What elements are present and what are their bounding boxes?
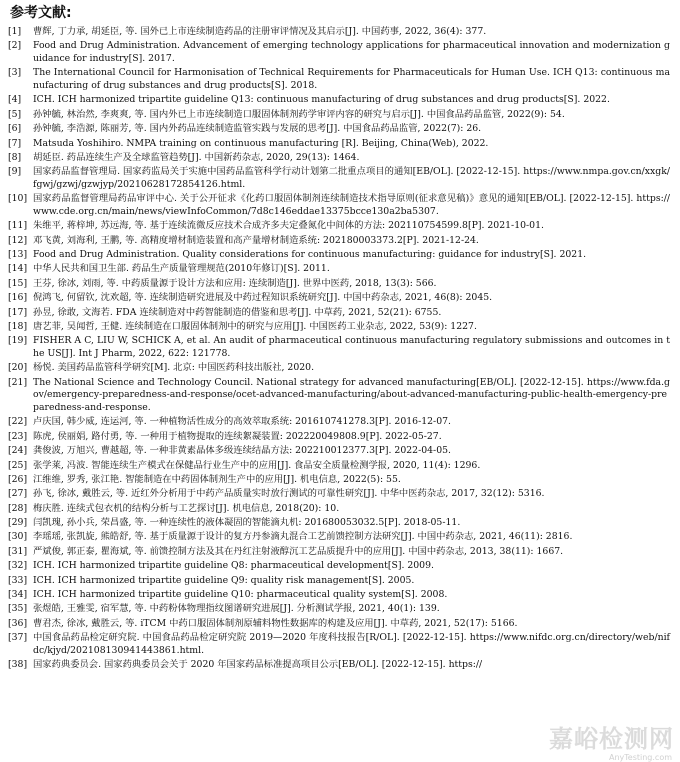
- reference-text: 李瑶瑶, 张凯旋, 熊皓舒, 等. 基于质量源于设计的复方丹参滴丸混合工艺前馈控制方法研究[J]. 中国中药杂志, 2021, 46(11): 2816.: [33, 531, 573, 543]
- reference-item: [8, 220, 670, 233]
- reference-text: 梅庆胜. 连续式包衣机的结构分析与工艺探讨[J]. 机电信息, 2018(20): 10.: [33, 502, 340, 514]
- reference-item: [8, 94, 670, 107]
- reference-number: [24]: [8, 445, 28, 457]
- reference-item: [8, 603, 670, 616]
- reference-number: [18]: [8, 321, 28, 333]
- reference-text: 中国食品药品检定研究院. 中国食品药品检定研究院 2019—2020 年度科技报告[R/OL]. [2022-12-15]. https://www.nifdc.org.cn/directory/web/nifdc/kjyd/202108130941443861.html.: [33, 632, 670, 656]
- reference-text: 张煜皓, 王雅雯, 宿军慧, 等. 中药粉体物理指纹图谱研究进展[J]. 分析测试学报, 2021, 40(1): 139.: [33, 603, 440, 615]
- reference-number: [21]: [8, 376, 28, 388]
- reference-number: [10]: [8, 193, 28, 205]
- reference-number: [14]: [8, 263, 28, 275]
- reference-text: 国家药品监督管理局. 国家药监局关于实施中国药品监管科学行动计划第二批重点项目的通知[EB/OL]. [2022-12-15]. https://www.nmpa.gov.cn/xxgk/fgwj/gzwj/gzwjyp/20210628172854126.html.: [33, 166, 670, 190]
- reference-text: Food and Drug Administration. Quality considerations for continuous manufacturing: guidance for industry[S]. 2021.: [33, 249, 587, 261]
- reference-text: 王芬, 徐冰, 刘雨, 等. 中药质量源于设计方法和应用: 连续制造[J]. 世界中医药, 2018, 13(3): 566.: [33, 277, 437, 289]
- reference-number: [6]: [8, 123, 22, 135]
- reference-item: [8, 123, 670, 136]
- reference-item: [8, 517, 670, 530]
- reference-item: [8, 235, 670, 248]
- reference-text: 杨悦. 美国药品监管科学研究[M]. 北京: 中国医药科技出版社, 2020.: [33, 362, 315, 374]
- reference-text: 孙飞, 徐冰, 戴胜云, 等. 近红外分析用于中药产品质量实时放行测试的可靠性研究[J]. 中华中医药杂志, 2017, 32(12): 5316.: [33, 488, 545, 500]
- reference-text: 邓飞黄, 刘海利, 王鹏, 等. 高精度增材制造装置和高产量增材制造系统: 202180003373.2[P]. 2021-12-24.: [33, 234, 479, 246]
- reference-item: [8, 26, 670, 39]
- reference-number: [30]: [8, 531, 28, 543]
- reference-text: 江维维, 罗秀, 张江艳. 智能制造在中药固体制剂生产中的应用[J]. 机电信息, 2022(5): 55.: [33, 473, 401, 485]
- reference-number: [4]: [8, 94, 22, 106]
- reference-number: [1]: [8, 26, 22, 37]
- reference-text: 严斌俊, 郭正泰, 瞿海斌, 等. 前馈控制方法及其在丹红注射液醇沉工艺品质提升中的应用[J]. 中国中药杂志, 2013, 38(11): 1667.: [33, 545, 564, 557]
- reference-item: [8, 659, 670, 672]
- reference-number: [31]: [8, 545, 28, 557]
- reference-text: 曹君杰, 徐冰, 戴胜云, 等. iTCM 中药口服固体制剂原辅料物性数据库的构建及应用[J]. 中草药, 2021, 52(17): 5166.: [33, 617, 518, 629]
- reference-number: [38]: [8, 659, 28, 671]
- reference-text: 龚俊波, 万旭兴, 曹越超, 等. 一种非黄素晶体多级连续结晶方法: 202210012377.3[P]. 2022-04-05.: [33, 445, 451, 457]
- reference-text: ICH. ICH harmonized tripartite guideline Q13: continuous manufacturing of drug substances and drug products[S]. 2022.: [33, 94, 610, 106]
- reference-text: 倪鸿飞, 何留钦, 沈欢超, 等. 连续制造研究进展及中药过程知识系统研究[J]. 中国中药杂志, 2021, 46(8): 2045.: [33, 292, 493, 304]
- reference-number: [17]: [8, 306, 28, 318]
- reference-number: [37]: [8, 632, 28, 644]
- reference-number: [19]: [8, 335, 28, 347]
- reference-number: [9]: [8, 166, 22, 178]
- reference-item: [8, 152, 670, 165]
- reference-text: 胡延臣. 药品连续生产及全球监管趋势[J]. 中国新药杂志, 2020, 29(13): 1464.: [33, 151, 360, 163]
- reference-text: 朱维平, 蒋梓坤, 苏远海, 等. 基于连续流微反应技术合成齐多夫定叠氮化中间体的方法: 202110754599.8[P]. 2021-10-01.: [33, 220, 544, 232]
- reference-text: 陈虎, 侯丽娟, 路付勇, 等. 一种用于植物提取的连续絮凝装置: 202220049808.9[P]. 2022-05-27.: [33, 430, 442, 442]
- reference-number: [12]: [8, 234, 28, 246]
- reference-number: [29]: [8, 517, 28, 529]
- reference-text: Matsuda Yoshihiro. NMPA training on continuous manufacturing [R]. Beijing, China(Web), 2022.: [33, 137, 489, 149]
- reference-item: [8, 292, 670, 305]
- reference-text: 张学莱, 冯波. 智能连续生产模式在保健品行业生产中的应用[J]. 食品安全质量检测学报, 2020, 11(4): 1296.: [33, 459, 481, 471]
- reference-item: [8, 531, 670, 544]
- reference-number: [2]: [8, 40, 22, 52]
- reference-number: [33]: [8, 574, 28, 586]
- reference-item: [8, 166, 670, 191]
- reference-text: 孙昱, 徐敢, 文海若. FDA 连续制造对中药智能制造的借鉴和思考[J]. 中草药, 2021, 52(21): 6755.: [33, 306, 442, 318]
- reference-number: [16]: [8, 292, 28, 304]
- reference-item: [8, 560, 670, 573]
- reference-list: [8, 26, 670, 674]
- site-watermark-url: AnyTesting.com: [608, 753, 672, 762]
- reference-item: [8, 278, 670, 291]
- reference-text: Food and Drug Administration. Advancement of emerging technology applications for pharmaceutical innovation and modernization guidance for industry[S]. 2017.: [33, 40, 670, 64]
- reference-text: 曹辉, 丁力承, 胡延臣, 等. 国外已上市连续制造药品的注册审评情况及其启示[J]. 中国药事, 2022, 36(4): 377.: [33, 26, 487, 37]
- reference-text: The International Council for Harmonisation of Technical Requirements for Pharmaceuticals for Human Use. ICH Q13: continuous manufacturing of drug substances and drug products[S]. 2018.: [33, 67, 670, 91]
- reference-number: [25]: [8, 459, 28, 471]
- reference-item: [8, 193, 670, 218]
- reference-item: [8, 488, 670, 501]
- reference-item: [8, 249, 670, 262]
- reference-number: [36]: [8, 617, 28, 629]
- reference-number: [20]: [8, 362, 28, 374]
- reference-item: [8, 362, 670, 375]
- reference-text: 国家药典委员会. 国家药典委员会关于 2020 年国家药品标准提高项目公示[EB/OL]. [2022-12-15]. https://: [33, 659, 483, 671]
- reference-number: [35]: [8, 603, 28, 615]
- reference-number: [34]: [8, 589, 28, 601]
- reference-item: [8, 138, 670, 151]
- reference-item: [8, 445, 670, 458]
- reference-item: [8, 575, 670, 588]
- reference-text: 唐艺菲, 吴闻哲, 王健. 连续制造在口服固体制剂中的研究与应用[J]. 中国医药工业杂志, 2022, 53(9): 1227.: [33, 321, 477, 333]
- reference-item: [8, 335, 670, 360]
- reference-text: 卢庆国, 韩少威, 连运河, 等. 一种植物活性成分的高效萃取系统: 201610741278.3[P]. 2016-12-07.: [33, 416, 451, 428]
- reference-number: [32]: [8, 560, 28, 572]
- reference-item: [8, 307, 670, 320]
- reference-text: ICH. ICH harmonized tripartite guideline Q9: quality risk management[S]. 2005.: [33, 574, 415, 586]
- reference-text: 国家药品监督管理局药品审评中心. 关于公开征求《化药口服固体制剂连续制造技术指导原则(征求意见稿)》意见的通知[EB/OL]. [2022-12-15]. https://www.cde.org.cn/main/news/viewInfoCommon/7d8c146eddae13375bcce130a2ba5307.: [33, 193, 670, 217]
- reference-item: [8, 632, 670, 657]
- reference-number: [27]: [8, 488, 28, 500]
- reference-number: [7]: [8, 137, 22, 149]
- reference-item: [8, 416, 670, 429]
- reference-item: [8, 109, 670, 122]
- reference-item: [8, 460, 670, 473]
- reference-text: 孙钟毓, 李浩源, 陈丽芳, 等. 国内外药品连续制造监管实践与发展的思考[J]. 中国食品药品监管, 2022(7): 26.: [33, 123, 482, 135]
- reference-item: [8, 474, 670, 487]
- reference-text: FISHER A C, LIU W, SCHICK A, et al. An audit of pharmaceutical continuous manufacturing regulatory submissions and outcomes in the US[J]. Int J Pharm, 2022, 622: 121778.: [33, 335, 670, 359]
- reference-number: [26]: [8, 473, 28, 485]
- reference-text: ICH. ICH harmonized tripartite guideline Q10: pharmaceutical quality system[S]. 2008.: [33, 589, 448, 601]
- reference-item: [8, 263, 670, 276]
- reference-number: [13]: [8, 249, 28, 261]
- reference-item: [8, 589, 670, 602]
- reference-text: The National Science and Technology Council. National strategy for advanced manufacturing[EB/OL]. [2022-12-15]. https://www.fda.gov/emergency-preparedness-and-response/ocet-advanced-manufacturing/about-advanced-manufacturing-public-health-emergency-preparedness-and-response.: [33, 376, 670, 413]
- reference-number: [3]: [8, 67, 22, 79]
- reference-number: [28]: [8, 502, 28, 514]
- reference-number: [22]: [8, 416, 28, 428]
- reference-item: [8, 377, 670, 415]
- reference-text: 中华人民共和国卫生部. 药品生产质量管理规范(2010年修订)[S]. 2011.: [33, 263, 330, 275]
- reference-number: [23]: [8, 430, 28, 442]
- reference-item: [8, 40, 670, 65]
- references-heading: 参考文献:: [10, 5, 72, 21]
- reference-item: [8, 618, 670, 631]
- reference-item: [8, 431, 670, 444]
- reference-item: [8, 503, 670, 516]
- reference-number: [11]: [8, 220, 28, 232]
- reference-item: [8, 546, 670, 559]
- reference-text: 孙钟毓, 林治然, 李爽爽, 等. 国内外已上市连续制造口服固体制剂药学审评内容的研究与启示[J]. 中国食品药品监管, 2022(9): 54.: [33, 108, 565, 120]
- reference-item: [8, 67, 670, 92]
- reference-number: [5]: [8, 108, 22, 120]
- site-watermark: 嘉峪检测网: [549, 725, 674, 753]
- reference-item: [8, 321, 670, 334]
- reference-number: [8]: [8, 151, 22, 163]
- reference-number: [15]: [8, 277, 28, 289]
- reference-text: 闫凯瑰, 孙小兵, 荣昌盛, 等. 一种连续性的液体凝固的智能滴丸机: 201680053032.5[P]. 2018-05-11.: [33, 517, 461, 529]
- reference-text: ICH. ICH harmonized tripartite guideline Q8: pharmaceutical development[S]. 2009.: [33, 560, 434, 572]
